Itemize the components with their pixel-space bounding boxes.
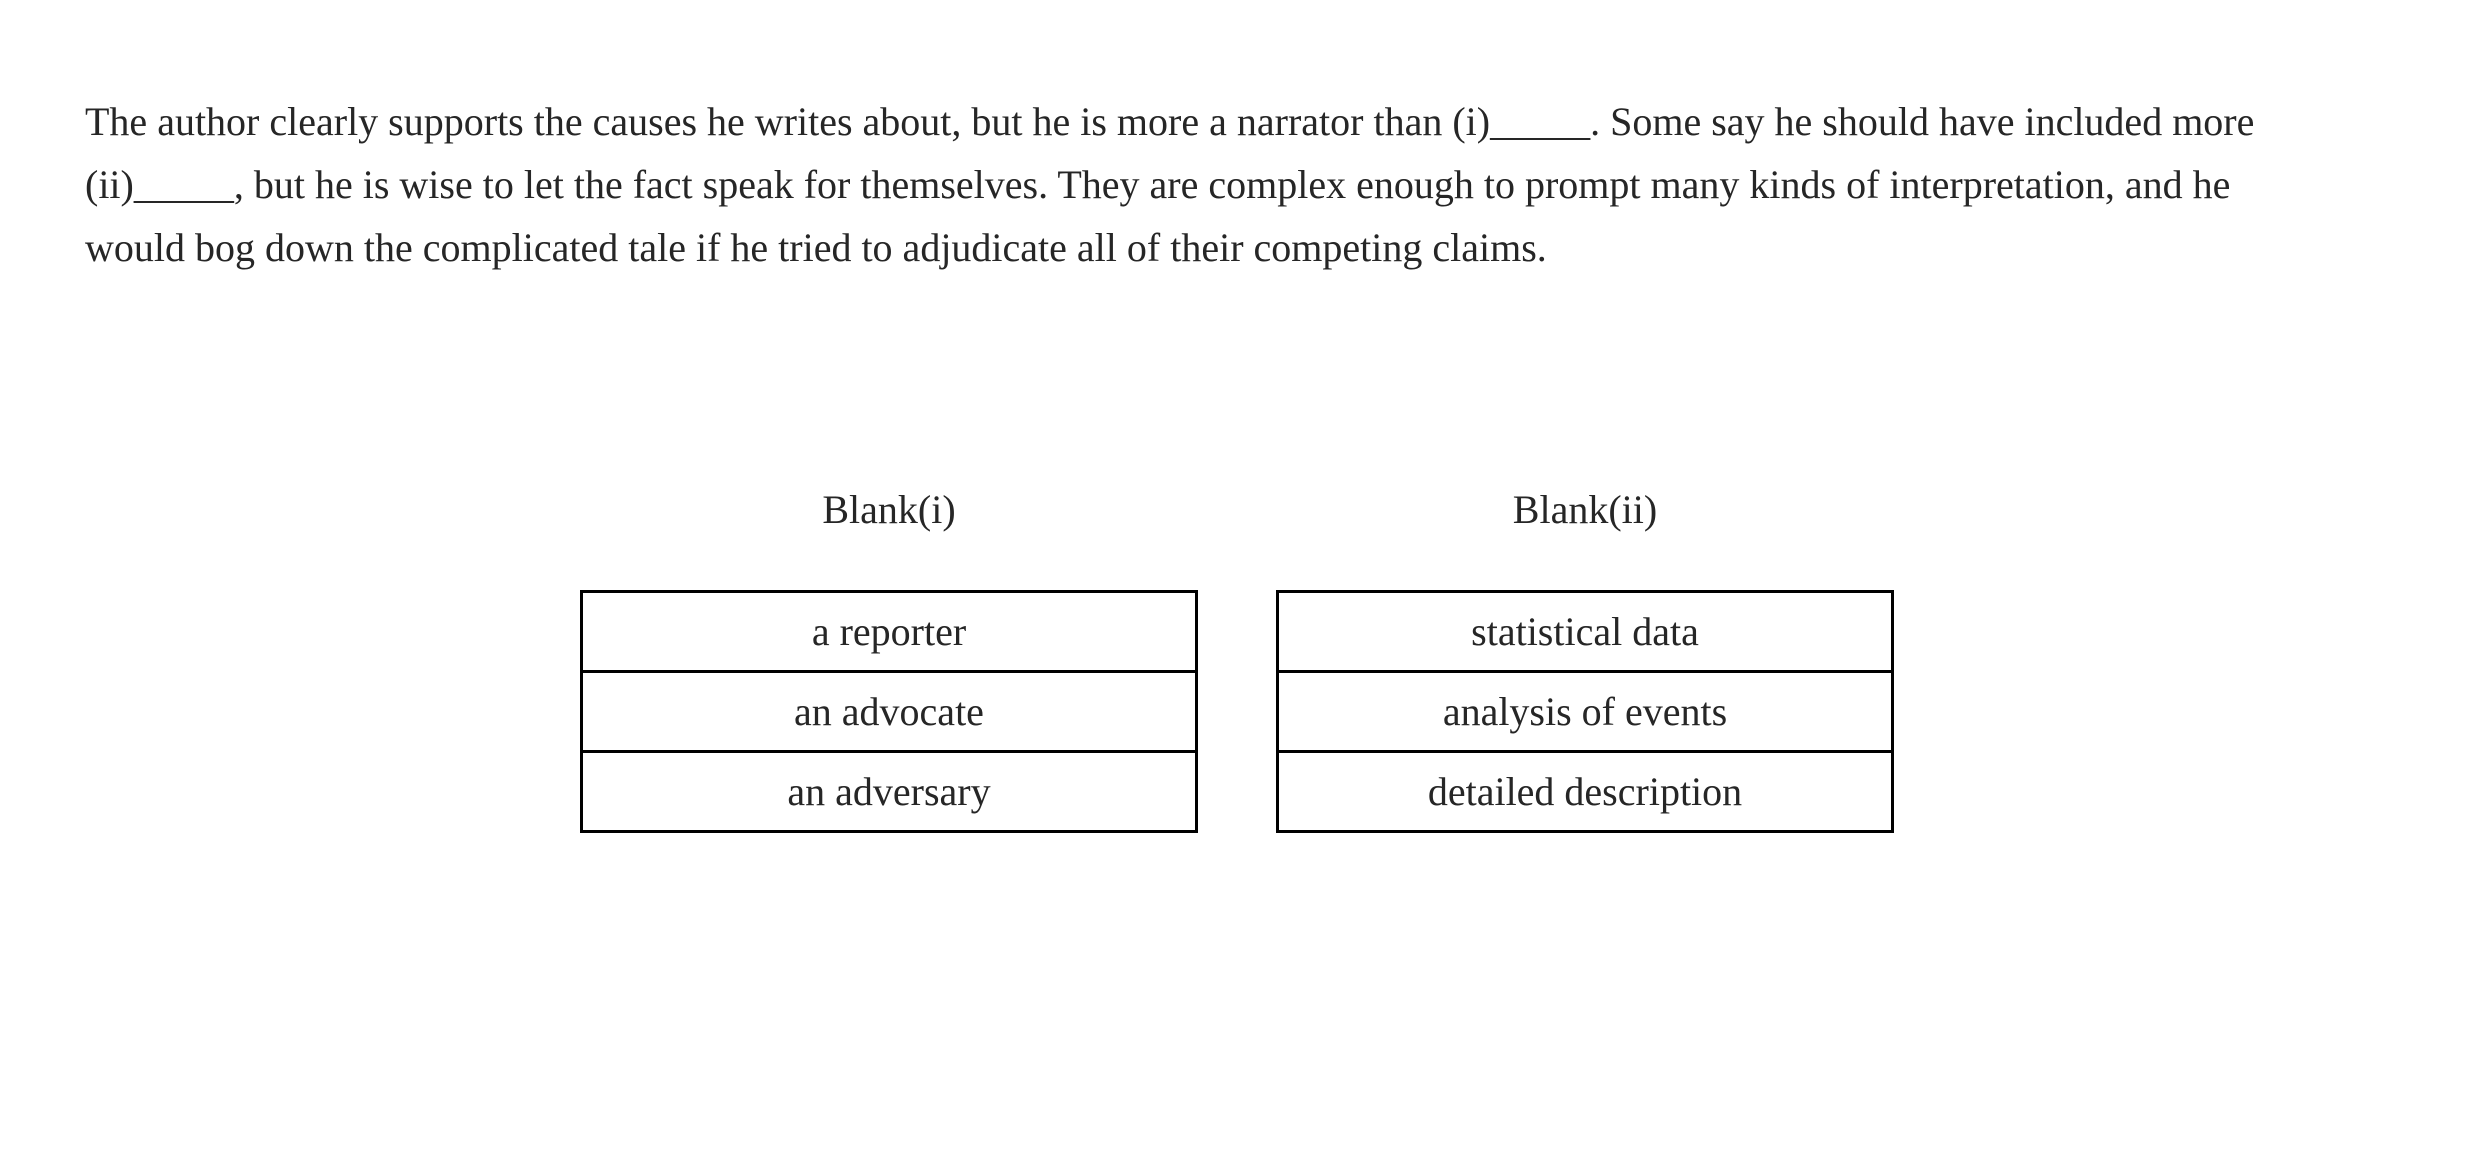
blank-i-options-table xyxy=(580,590,1198,833)
option-cell-blank-ii-2[interactable]: analysis of events xyxy=(1279,670,1891,750)
passage xyxy=(85,90,2435,279)
blank-ii-column xyxy=(1276,478,1894,833)
blank-ii-header: Blank(ii) xyxy=(1512,487,1658,532)
option-cell-blank-ii-3[interactable]: detailed description xyxy=(1279,750,1891,830)
blank-ii-options-table xyxy=(1276,590,1894,833)
blank-i-column xyxy=(580,478,1198,833)
passage-line: (ii)_____, but he is wise to let the fact speak for themselves. They are complex enough to prompt many kinds of interpretation, and he xyxy=(85,162,2231,207)
option-cell-blank-i-1[interactable]: a reporter xyxy=(811,609,967,654)
passage-line: The author clearly supports the causes he writes about, but he is more a narrator than (i)_____. Some say he should have included more xyxy=(85,99,2255,144)
option-cell-blank-ii-1[interactable]: statistical data xyxy=(1471,609,1699,654)
option-cell-blank-i-3[interactable]: an adversary xyxy=(583,750,1195,830)
passage-line: would bog down the complicated tale if he tried to adjudicate all of their competing claims. xyxy=(85,225,1547,270)
blank-i-header: Blank(i) xyxy=(822,487,956,532)
option-cell-blank-i-2[interactable]: an advocate xyxy=(583,670,1195,750)
